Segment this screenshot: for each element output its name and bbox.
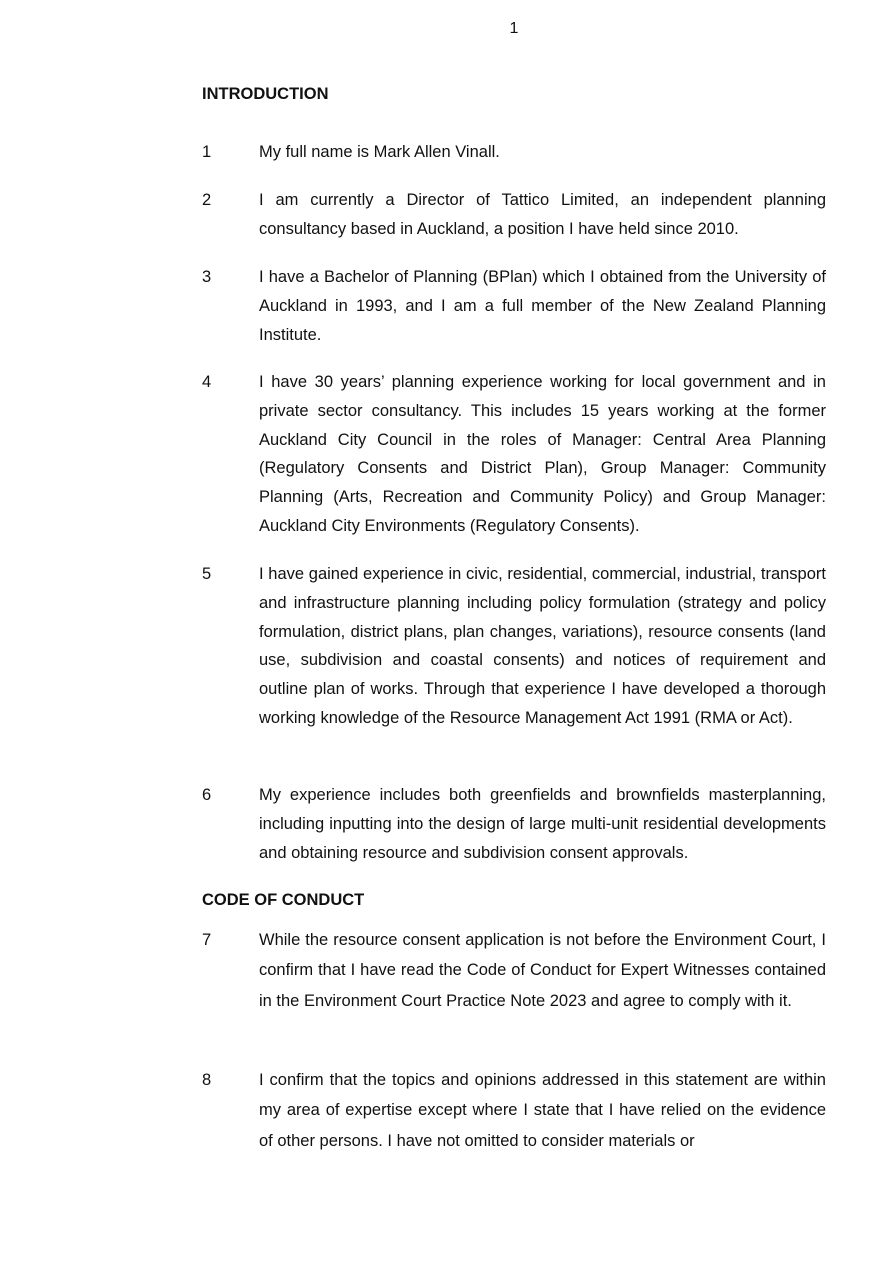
paragraph-text: I am currently a Director of Tattico Limited, an independent planning consultancy based in Auckland, a position I have held since 2010. — [259, 191, 826, 238]
paragraph-number: 7 — [202, 931, 212, 949]
paragraph-5 — [202, 560, 826, 733]
paragraph-number: 5 — [202, 565, 212, 583]
paragraph-4 — [202, 368, 826, 541]
paragraph-number: 2 — [202, 191, 212, 209]
paragraph-3 — [202, 263, 826, 349]
paragraph-text: While the resource consent application is not before the Environment Court, I confirm that I have read the Code of Conduct for Expert Witnesses contained in the Environment Court Practice Note 2023 and agree to comply with it. — [259, 931, 826, 1010]
paragraph-2 — [202, 186, 826, 244]
paragraph-number: 1 — [202, 143, 212, 161]
paragraph-6 — [202, 781, 826, 867]
paragraph-number: 6 — [202, 786, 212, 804]
section-heading-code-of-conduct: CODE OF CONDUCT — [202, 891, 365, 909]
paragraph-1 — [202, 138, 826, 167]
page-number: 1 — [509, 20, 519, 37]
paragraph-7 — [202, 925, 826, 1016]
paragraph-8 — [202, 1065, 826, 1156]
paragraph-text: I confirm that the topics and opinions addressed in this statement are within my area of expertise except where I state that I have relied on the evidence of other persons. I have not omitted to consider materials or — [259, 1071, 826, 1150]
paragraph-text: I have 30 years’ planning experience working for local government and in private sector consultancy. This includes 15 years working at the former Auckland City Council in the roles of Manager: Central Area Planning (Regulatory Consents and District Plan), Group Manager: Community Planning (Arts, Recreation and Community Policy) and Group Manager: Auckland City Environments (Regulatory Consents). — [259, 373, 826, 535]
paragraph-text: My full name is Mark Allen Vinall. — [259, 143, 500, 161]
section-heading-introduction: INTRODUCTION — [202, 85, 329, 103]
paragraph-number: 4 — [202, 373, 212, 391]
paragraph-number: 3 — [202, 268, 212, 286]
paragraph-text: I have gained experience in civic, residential, commercial, industrial, transport and infrastructure planning including policy formulation (strategy and policy formulation, district plans, plan changes, variations), resource consents (land use, subdivision and coastal consents) and notices of requirement and outline plan of works. Through that experience I have developed a thorough working knowledge of the Resource Management Act 1991 (RMA or Act). — [259, 565, 826, 727]
paragraph-text: I have a Bachelor of Planning (BPlan) which I obtained from the University of Auckland in 1993, and I am a full member of the New Zealand Planning Institute. — [259, 268, 826, 344]
paragraph-text: My experience includes both greenfields and brownfields masterplanning, including inputting into the design of large multi-unit residential developments and obtaining resource and subdivision consent approvals. — [259, 786, 826, 862]
paragraph-number: 8 — [202, 1071, 212, 1089]
